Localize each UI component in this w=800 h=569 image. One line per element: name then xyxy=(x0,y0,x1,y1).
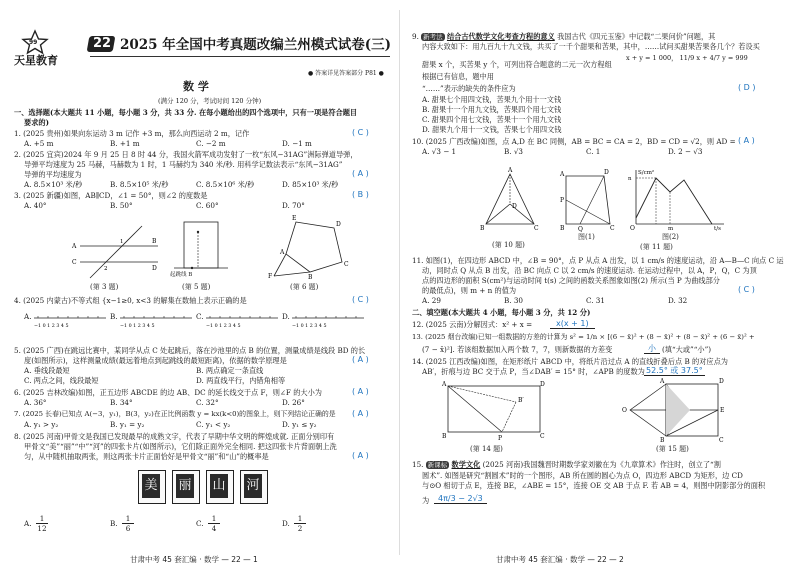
svg-text:C: C xyxy=(534,225,539,232)
q3-option: A. 40° xyxy=(24,201,47,210)
q11-option: D. 32 xyxy=(668,296,688,305)
figure-14-rectangle-fold xyxy=(440,380,550,440)
figure-11-quadrilateral xyxy=(558,170,618,232)
q7-answer: ( A ) xyxy=(352,409,369,418)
q9-answer: ( D ) xyxy=(738,83,756,92)
svg-text:C: C xyxy=(610,225,615,232)
svg-text:B: B xyxy=(152,238,157,245)
q4-option-label: C. xyxy=(196,312,204,321)
q2-stem: 导弹平均速度为 25 马赫，马赫数为 1 时，1 马赫约为 340 米/秒. 用科学记数法表示“东风−31AG” xyxy=(24,160,343,169)
graph-x-label: t/s xyxy=(714,226,721,232)
svg-text:P: P xyxy=(560,197,565,204)
header-rule xyxy=(90,56,390,57)
oracle-card-glyph: 美 xyxy=(142,474,160,498)
figure-5-long-jump xyxy=(172,218,232,278)
svg-text:O: O xyxy=(622,407,627,414)
svg-text:1: 1 xyxy=(120,239,124,245)
q8-option-denominator: 4 xyxy=(211,524,217,533)
q4-number-line xyxy=(290,306,368,330)
q2-option: A. 8.5×10³ 米/秒 xyxy=(24,180,83,189)
svg-text:C: C xyxy=(540,433,545,440)
q13-stem: (7 − x̄)²]. 若该组数据加入两个数 7，7，则新数据的方差变 xyxy=(422,345,613,354)
figure-15-circle-rectangle xyxy=(620,378,730,442)
q1-option: D. −1 m xyxy=(282,139,312,148)
paper-title: 2025 年全国中考真题改编兰州模式试卷(三) xyxy=(120,37,392,53)
q1-option: C. −2 m xyxy=(196,139,226,148)
q8-option-denominator: 6 xyxy=(125,524,131,533)
q5-stem: 度(如图所示)，这样测量成绩(最远着地点到起跳线的最短距离)，依据的数学原理是 xyxy=(24,356,287,365)
right-page xyxy=(400,0,800,569)
figure-6-pentagon xyxy=(268,214,352,281)
q3-option: D. 70° xyxy=(282,201,305,210)
svg-text:A: A xyxy=(72,243,77,250)
figure-5-label: 起跳线 B xyxy=(170,272,193,278)
q11-answer: ( C ) xyxy=(738,285,755,294)
q7-option: D. y₁ ≤ y₂ xyxy=(282,420,317,429)
svg-text:E: E xyxy=(292,215,297,222)
q1-answer: ( C ) xyxy=(352,128,369,137)
figure-14-caption: (第 14 题) xyxy=(470,445,503,453)
figure-6-caption: (第 6 题) xyxy=(290,283,319,291)
svg-text:A: A xyxy=(280,249,285,256)
q4-option-label: A. xyxy=(24,312,32,321)
q9-stem: 甜果 x 个，买苦果 y 个，可列出符合题意的二元一次方程组 xyxy=(422,60,612,69)
q15-stem-line1 xyxy=(412,460,721,469)
svg-text:C: C xyxy=(719,437,724,444)
q13-stem: 13. (2025 烟台改编)已知一组数据的方差的计算为 s² = 1/n × [(6 − x̄)² + (8 − x̄)² + (8 − x̄)² + (6 − x̄)² + xyxy=(412,333,755,341)
q11-option: B. 30 xyxy=(504,296,523,305)
svg-text:D: D xyxy=(152,265,157,272)
q8-stem: 8. (2025 河南)甲骨文是我国已发现最早的成熟文字，代表了早期中华文明的辉煌成就. 正面分别印有 xyxy=(14,432,335,441)
subject-title: 数 学 xyxy=(183,80,209,93)
q2-option: B. 8.5×10⁵ 米/秒 xyxy=(110,180,169,189)
q2-stem: 导弹的平均速度为 xyxy=(24,170,82,179)
q9-option: A. 甜果七个用四文钱，苦果九个用十一文钱 xyxy=(422,95,562,104)
q9-stem: 我国古代《四元玉鉴》中记载“二果问价”问题，其 xyxy=(557,32,716,41)
svg-text:2: 2 xyxy=(104,266,108,272)
q4-option-label: B. xyxy=(110,312,118,321)
figure-10-triangle xyxy=(480,167,540,232)
figure-3-caption: (第 3 题) xyxy=(90,283,119,291)
q7-stem: 7. (2025 长春)已知点 A(−3，y₁)，B(3，y₂)在正比例函数 y = kx(k<0)的图象上，则下列结论正确的是 xyxy=(14,410,336,418)
q5-stem: 5. (2025 广西)在跳远比赛中，某同学从点 C 处起跳后，落在沙池里的点 B 的位置，测量成绩是线段 BD 的长 xyxy=(14,346,366,355)
svg-text:Q: Q xyxy=(578,226,583,233)
q9-tag: 新考法 xyxy=(423,33,443,41)
q15-tag-text: 数学文化 xyxy=(451,460,481,469)
q8-stem: 匀，从中随机抽取两张，则这两张卡片正面恰好是甲骨文“丽”和“山”的概率是 xyxy=(24,452,269,461)
figure-11-2-label: 图(2) xyxy=(662,233,679,241)
q5-option: C. 两点之间，线段最短 xyxy=(24,376,99,385)
q15-stem: 圆术”. 如图是研究“割圆术”时的一个图形，AB 所在圆的圆心为点 O，四边形 ABCD 为矩形，边 CD xyxy=(422,471,743,480)
q8-option-numerator: 1 xyxy=(208,514,220,524)
svg-text:B′: B′ xyxy=(518,397,524,404)
q8-option-numerator: 1 xyxy=(122,514,134,524)
q5-option: B. 两点确定一条直线 xyxy=(196,366,264,375)
q8-option-letter: C. xyxy=(196,519,204,528)
section-1-heading-2: 要求的) xyxy=(24,118,49,127)
q10-option: D. 2 − √3 xyxy=(668,147,703,156)
oracle-card xyxy=(240,470,268,504)
graph-origin: O xyxy=(630,225,635,232)
q9-option: D. 甜果九个用十一文钱，苦果七个用四文钱 xyxy=(422,125,562,134)
q9-tag-text: 结合古代数学文化考查方程的意义 xyxy=(446,32,555,41)
figure-15-caption: (第 15 题) xyxy=(656,445,689,453)
q10-option: A. √3 − 1 xyxy=(422,147,457,156)
q2-answer: ( A ) xyxy=(352,169,369,178)
q8-option-denominator: 12 xyxy=(37,524,47,533)
q13-answer: 小 xyxy=(644,344,660,354)
q15-stem: (2025 河南)我国魏晋时期数学家刘徽在为《九章算术》作注时，创立了“割 xyxy=(482,460,721,469)
q12-answer: x(x + 1) xyxy=(550,319,595,329)
q14-stem: AB′，折痕与边 BC 交于点 P，当∠DAB′ = 15° 时，∠APB 的度数为 xyxy=(422,367,645,376)
q5-option: D. 两直线平行，内错角相等 xyxy=(196,376,286,385)
svg-text:C: C xyxy=(72,259,77,266)
q8-option-letter: B. xyxy=(110,519,118,528)
q1-stem: 1. (2025 贵州)如果向东运动 3 m 记作 +3 m，那么向西运动 2 m，记作 xyxy=(14,129,250,138)
q9-stem: “……”表示的缺失的条件应为 xyxy=(422,84,516,93)
q11-stem: 的最低点)，则 m + n 的值为 xyxy=(422,286,517,295)
q15-answer: 4π/3 − 2√3 xyxy=(434,494,487,504)
paper-number: 22 xyxy=(93,36,112,51)
svg-text:D: D xyxy=(512,203,517,210)
svg-text:A: A xyxy=(560,171,565,178)
q7-option: C. y₁ < y₂ xyxy=(196,420,231,429)
section-2-heading: 二、填空题(本大题共 4 小题，每小题 3 分，共 12 分) xyxy=(412,308,591,317)
figure-10-caption: (第 10 题) xyxy=(492,241,525,249)
oracle-card-glyph: 丽 xyxy=(176,474,194,498)
oracle-card-glyph: 山 xyxy=(210,474,228,498)
q6-stem: 6. (2025 吉林改编)如图，正五边形 ABCDE 的边 AB、DC 的延长线交于点 F，则∠F 的大小为 xyxy=(14,388,322,397)
svg-text:F: F xyxy=(268,273,273,280)
svg-text:E: E xyxy=(720,407,725,414)
right-footer: 甘肃中考 45 套汇编 · 数学 — 22 — 2 xyxy=(496,555,624,564)
q1-option: B. +1 m xyxy=(110,139,140,148)
graph-y-label: S/cm² xyxy=(638,170,655,176)
oracle-card xyxy=(206,470,234,504)
q9-stem: 根据已有信息，题中用 xyxy=(422,72,494,81)
q9-option: B. 甜果十一个用九文钱，苦果四个用七文钱 xyxy=(422,105,562,114)
figure-11-graph xyxy=(628,168,728,230)
q9-stem: 内容大致如下：用九百九十九文钱，共买了一千个甜果和苦果，其中，……试问买甜果苦果各几个？若设买 xyxy=(422,42,760,51)
brand-name: 天星教育 xyxy=(14,54,58,67)
q11-option: C. 31 xyxy=(586,296,605,305)
q4-tick-labels: −1 0 1 2 3 4 5 xyxy=(206,324,241,329)
svg-text:D: D xyxy=(719,378,724,385)
q8-stem: 甲骨文“美”“丽”“中”“河”的四张卡片(如图所示)，它们除正面外完全相同. 把这四张卡片背面朝上洗 xyxy=(24,442,337,451)
q6-option: D. 26° xyxy=(282,398,305,407)
svg-text:A: A xyxy=(660,378,665,385)
q5-option: A. 垂线段最短 xyxy=(24,366,70,375)
svg-text:B: B xyxy=(480,225,485,232)
q8-option-letter: A. xyxy=(24,519,32,528)
q6-option: C. 32° xyxy=(196,398,219,407)
svg-text:B: B xyxy=(560,225,565,232)
q6-answer: ( A ) xyxy=(352,387,369,396)
q11-stem: 11. 如图(1)，在四边形 ABCD 中，∠B = 90°，点 P 从点 A 出发，以 1 cm/s 的速度运动，沿 A—B—C 向点 C 运 xyxy=(412,256,784,265)
q9-stem-line1 xyxy=(412,32,715,41)
q12-stem: 12. (2025 云南)分解因式：x² + x = xyxy=(412,320,533,329)
q3-option: B. 50° xyxy=(110,201,133,210)
section-1-heading: 一、选择题(本大题共 11 小题，每小题 3 分，共 33 分. 在每小题给出的四个选项中，只有一项是符合题目 xyxy=(14,108,358,117)
q3-answer: ( B ) xyxy=(352,190,369,199)
figure-3-parallel-lines xyxy=(70,222,160,282)
q11-stem: 动，同时点 Q 从点 B 出发，沿 BC 向点 C 以 2 cm/s 的速度运动. 在运动过程中，以 A，P，Q，C 为顶 xyxy=(422,266,757,275)
score-info: (满分 120 分，考试时间 120 分钟) xyxy=(158,97,262,105)
q4-tick-labels: −1 0 1 2 3 4 5 xyxy=(120,324,155,329)
q4-answer: ( C ) xyxy=(352,295,369,304)
svg-text:D: D xyxy=(336,221,341,228)
q4-number-line xyxy=(204,306,282,330)
svg-text:B: B xyxy=(442,433,447,440)
oracle-card xyxy=(138,470,166,504)
q9-option: C. 甜果四个用七文钱，苦果十一个用九文钱 xyxy=(422,115,562,124)
q2-option: C. 8.5×10⁶ 米/秒 xyxy=(196,180,255,189)
svg-text:A: A xyxy=(508,167,513,174)
q15-number: 15. xyxy=(412,460,424,469)
q9-system: x + y = 1 000， 11/9 x + 4/7 y = 999 xyxy=(626,54,748,62)
q3-option: C. 60° xyxy=(196,201,219,210)
q8-option-letter: D. xyxy=(282,519,290,528)
q11-stem: 点的四边形的面积 S(cm²)与运动时间 t(s) 之间的函数关系图象如图(2) 所示(当 P 为曲线部分 xyxy=(422,276,720,285)
q4-tick-labels: −1 0 1 2 3 4 5 xyxy=(292,324,327,329)
answer-reference: ● 答案详见答案部分 P81 ● xyxy=(308,70,384,77)
q8-option-numerator: 1 xyxy=(294,514,306,524)
svg-text:A: A xyxy=(442,381,447,388)
q4-tick-labels: −1 0 1 2 3 4 5 xyxy=(34,324,69,329)
q8-option-numerator: 1 xyxy=(36,514,48,524)
q14-stem: 14. (2025 江西改编)如图，在矩形纸片 ABCD 中，将纸片沿过点 A 的直线折叠后点 B 的对应点为 xyxy=(412,357,728,366)
q13-stem: (填“大或”“小”) xyxy=(662,345,712,354)
q7-option: A. y₁ > y₂ xyxy=(24,420,59,429)
oracle-card-glyph: 河 xyxy=(244,474,262,498)
logo-number: 99 xyxy=(29,39,38,46)
oracle-card xyxy=(172,470,200,504)
svg-text:P: P xyxy=(498,435,503,442)
svg-text:D: D xyxy=(540,381,545,388)
q15-stem: 与⊙O 相切于点 E，连接 BE，∠ABE = 15°，连接 OE 交 AB 于点 F. 若 AB = 4，则图中阴影部分的面积 xyxy=(422,481,766,490)
q2-option: D. 85×10³ 米/秒 xyxy=(282,180,339,189)
q3-stem: 3. (2025 新疆)如图，AB∥CD，∠1 = 50°，则∠2 的度数是 xyxy=(14,191,208,200)
q2-stem: 2. (2025 宜宾)2024 年 9 月 25 日 8 时 44 分，我国火箭军成功发射了一枚“东风−31AG”洲际弹道导弹， xyxy=(14,150,358,159)
q10-option: B. √3 xyxy=(504,147,524,156)
figure-11-1-label: 图(1) xyxy=(578,233,595,241)
svg-text:D: D xyxy=(604,169,609,176)
q4-option-label: D. xyxy=(282,312,290,321)
q4-stem: 4. (2025 内蒙古)不等式组 {x−1≥0, x<3 的解集在数轴上表示正确的是 xyxy=(14,296,247,305)
svg-text:B: B xyxy=(308,274,313,281)
q8-option-denominator: 2 xyxy=(297,524,303,533)
svg-text:B: B xyxy=(660,437,665,444)
q15-tag: 新课标 xyxy=(427,461,448,469)
q11-option: A. 29 xyxy=(422,296,441,305)
q15-stem: 为 xyxy=(422,496,430,505)
q4-number-line xyxy=(32,306,110,330)
q10-answer: ( A ) xyxy=(738,136,755,145)
figure-5-caption: (第 5 题) xyxy=(182,283,211,291)
q7-option: B. y₁ = y₂ xyxy=(110,420,145,429)
figure-11-caption: (第 11 题) xyxy=(640,243,673,251)
q9-number: 9. xyxy=(412,32,419,41)
q1-option: A. +5 m xyxy=(24,139,54,148)
q4-number-line xyxy=(118,306,196,330)
svg-text:C: C xyxy=(344,261,349,268)
q6-option: B. 34° xyxy=(110,398,133,407)
q5-answer: ( A ) xyxy=(352,355,369,364)
q14-answer: 52.5° 或 37.5° xyxy=(646,366,703,375)
left-footer: 甘肃中考 45 套汇编 · 数学 — 22 — 1 xyxy=(130,555,258,564)
graph-m-label: m xyxy=(668,226,674,232)
q6-option: A. 36° xyxy=(24,398,47,407)
graph-n-label: n xyxy=(628,176,632,182)
q10-option: C. 1 xyxy=(586,147,601,156)
q10-stem: 10. (2025 广西改编)如图，点 A,D 在 BC 同侧，AB = BC = CA = 2，BD = CD = √2，则 AD = xyxy=(412,137,736,146)
q8-answer: ( A ) xyxy=(352,451,369,460)
